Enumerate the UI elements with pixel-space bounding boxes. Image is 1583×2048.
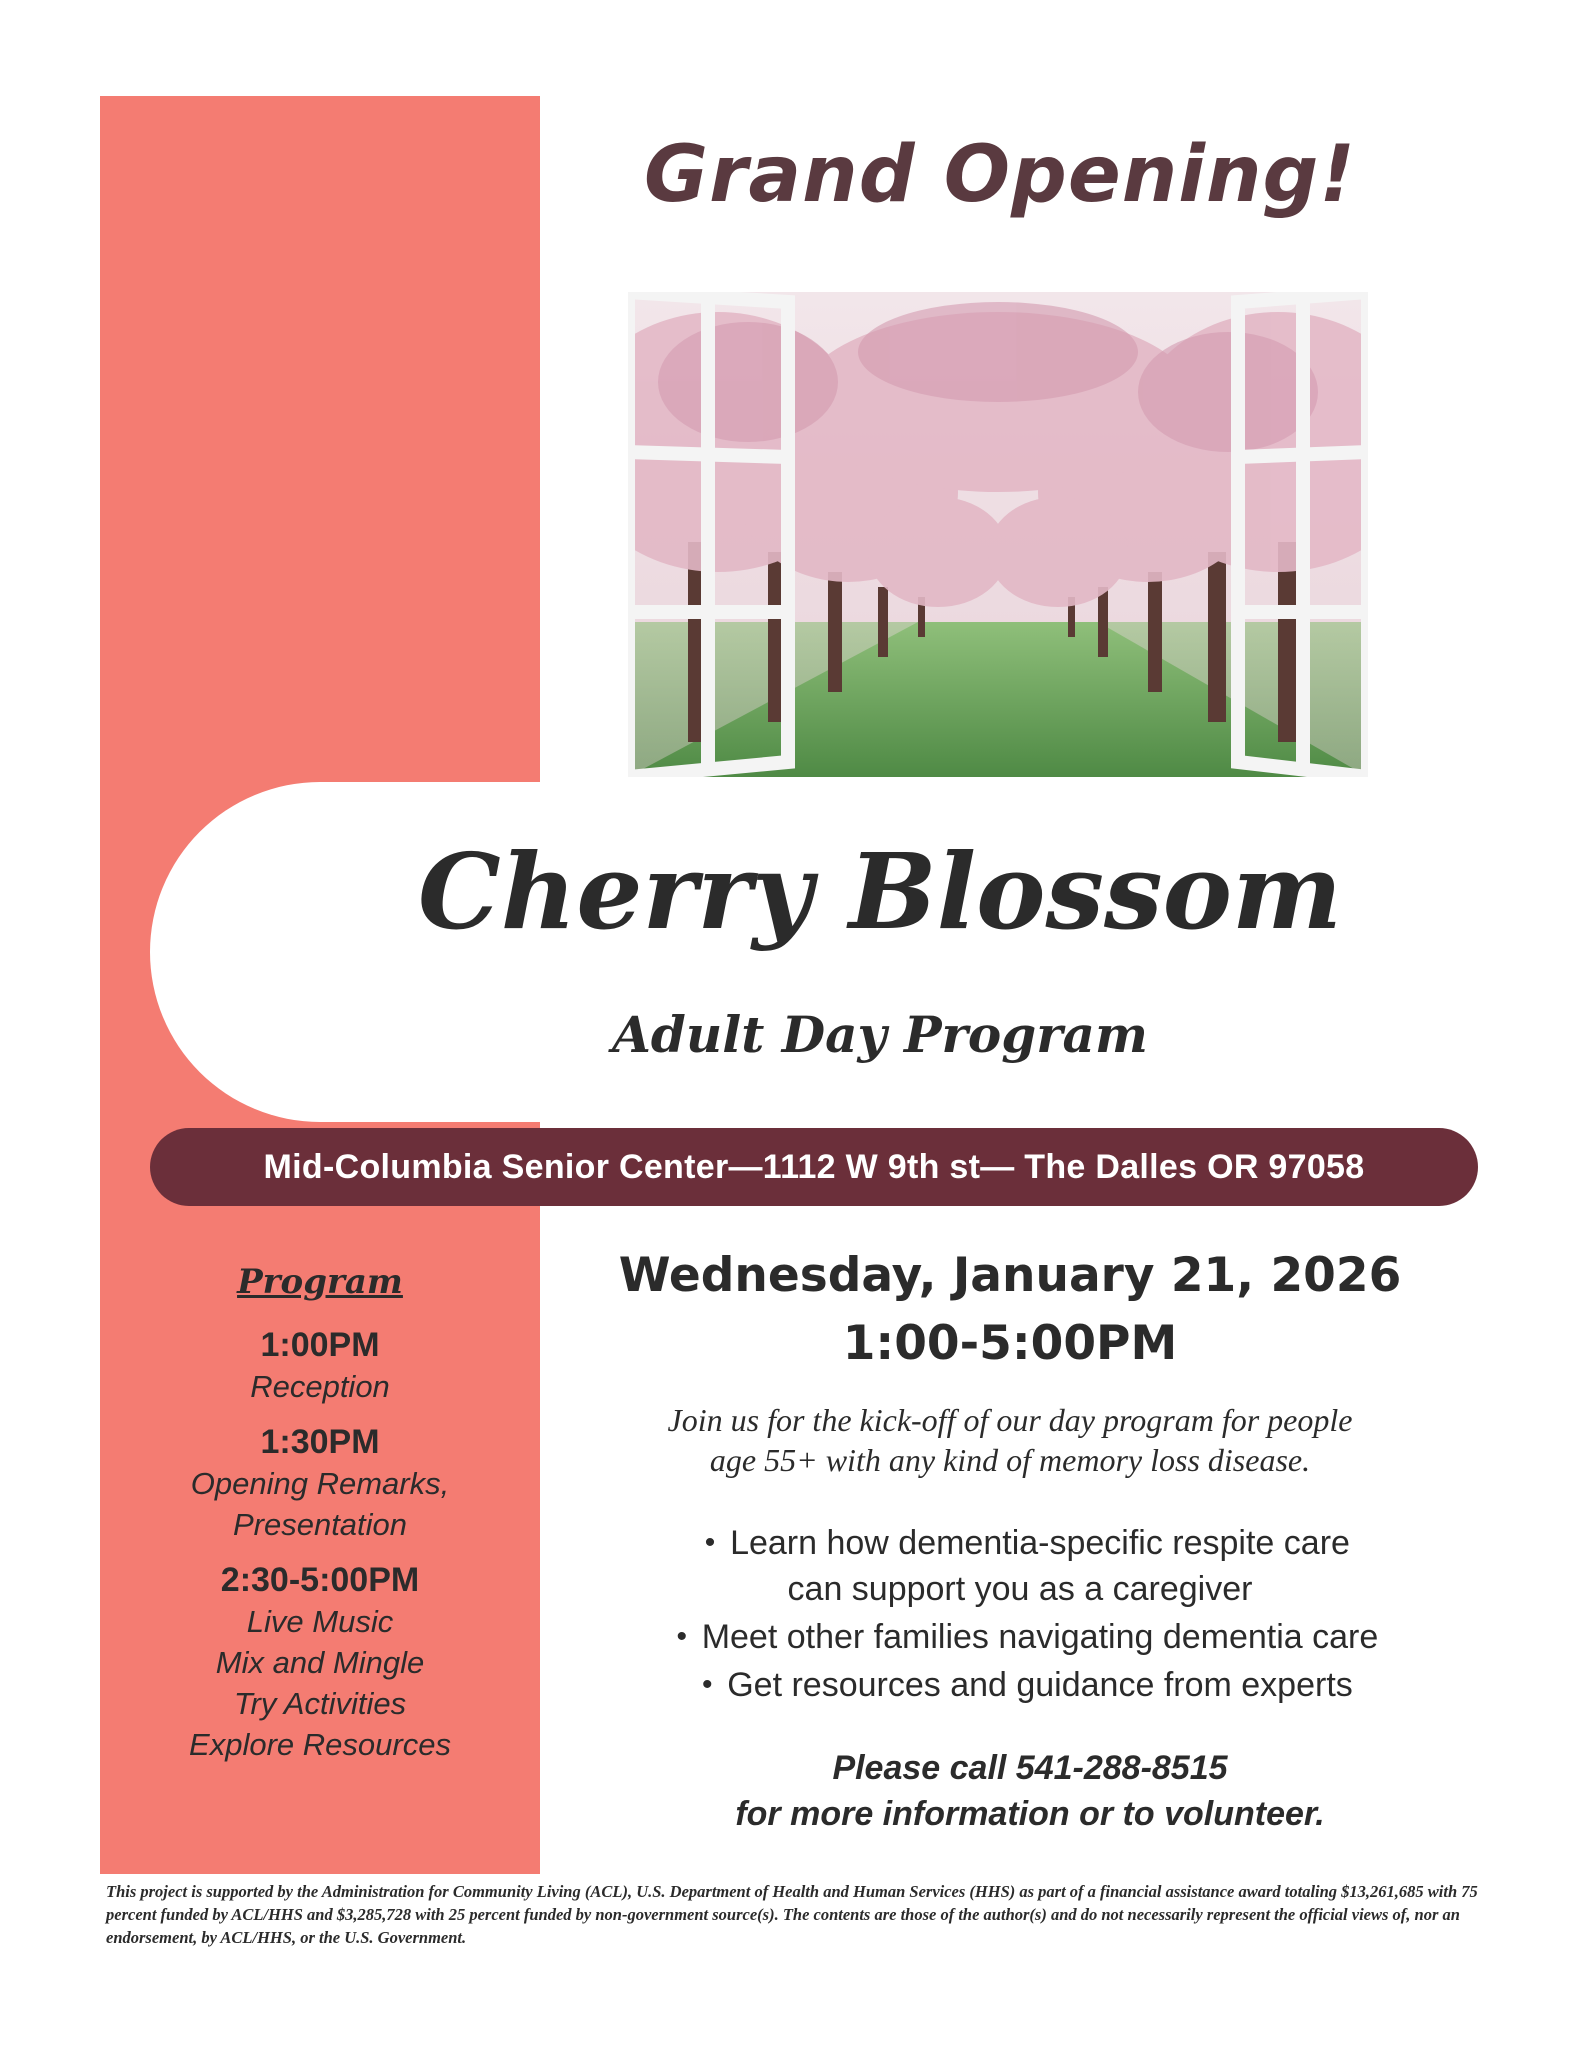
cherry-blossom-window-photo	[628, 292, 1368, 777]
schedule-time: 1:00PM	[260, 1326, 380, 1364]
schedule-detail: Mix and Mingle	[215, 1645, 425, 1680]
bullet-text: Get resources and guidance from experts	[727, 1666, 1353, 1704]
schedule-detail: Reception	[250, 1369, 390, 1404]
list-item	[610, 1662, 1430, 1708]
call-line: for more information or to volunteer.	[735, 1795, 1325, 1833]
program-brand-title: Cherry Blossom	[417, 830, 1343, 953]
schedule-time: 1:30PM	[260, 1423, 380, 1461]
address-text: Mid-Columbia Senior Center—1112 W 9th st— The Dalles OR 97058	[263, 1147, 1365, 1186]
funding-disclaimer: This project is supported by the Administration for Community Living (ACL), U.S. Department of Health and Human Services (HHS) as part of a financial assistance award totaling $13,261,685 with 75 percent funded by ACL/HHS and $3,285,728 with 25 percent funded by non-government source(s). The contents are those of the author(s) and do not necessarily represent the official views of, nor an endorsement, by ACL/HHS, or the U.S. Government.	[106, 1882, 1478, 1947]
event-time: 1:00-5:00PM	[842, 1316, 1178, 1371]
bullet-icon: •	[704, 1526, 716, 1559]
event-date: Wednesday, January 21, 2026	[618, 1248, 1402, 1303]
bullet-text: Learn how dementia-specific respite care	[730, 1524, 1350, 1562]
schedule-detail: Try Activities	[233, 1686, 407, 1721]
benefits-list	[610, 1520, 1430, 1710]
schedule-time: 2:30-5:00PM	[220, 1561, 420, 1599]
address-banner	[150, 1128, 1478, 1206]
program-brand-subtitle: Adult Day Program	[612, 1005, 1148, 1064]
list-item	[610, 1614, 1430, 1660]
bullet-icon: •	[676, 1620, 687, 1653]
bullet-text: Meet other families navigating dementia care	[701, 1618, 1379, 1656]
bullet-icon: •	[701, 1668, 713, 1701]
program-schedule	[130, 1262, 510, 1765]
intro-text	[560, 1400, 1460, 1480]
schedule-detail: Live Music	[246, 1604, 394, 1639]
call-to-action	[560, 1745, 1500, 1837]
program-heading: Program	[237, 1262, 403, 1302]
call-line: Please call 541-288-8515	[832, 1749, 1228, 1787]
intro-line: Join us for the kick-off of our day program for people	[667, 1402, 1353, 1438]
schedule-detail: Presentation	[232, 1507, 408, 1542]
list-item	[610, 1520, 1430, 1612]
grand-opening-heading: Grand Opening!	[644, 130, 1356, 220]
schedule-detail: Explore Resources	[189, 1727, 451, 1762]
bullet-text: can support you as a caregiver	[787, 1570, 1253, 1608]
schedule-detail: Opening Remarks,	[190, 1466, 450, 1501]
intro-line: age 55+ with any kind of memory loss disease.	[709, 1442, 1311, 1478]
